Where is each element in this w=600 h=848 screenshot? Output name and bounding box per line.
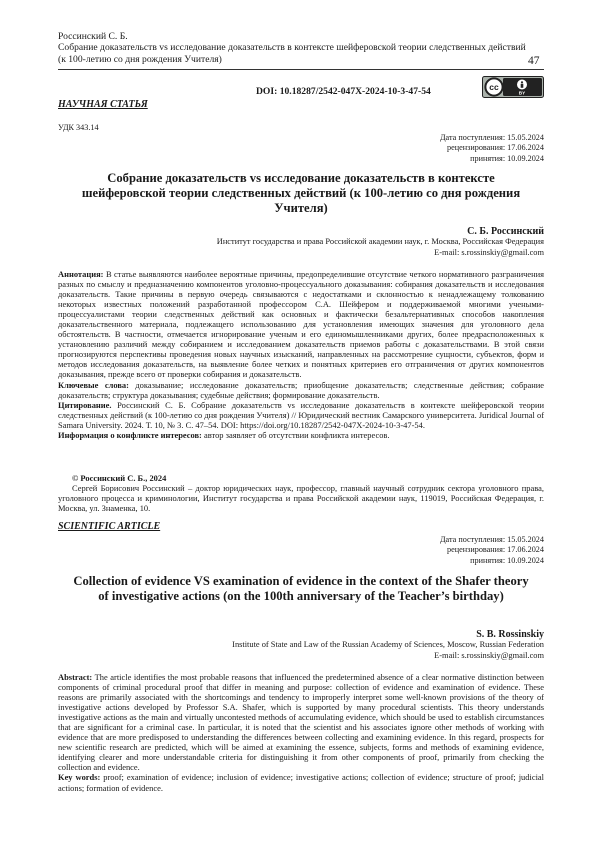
header-divider (58, 69, 544, 70)
citation-text: Россинский С. Б. Собрание доказательств vs исследование доказательств в контексте шейферовской теории следственных действий (к 100-летию со дня рождения Учителя) // Юридический вестник Самарского университета. Juridical Journal of Samara University. 2024. Т. 10, № 3. С. 47–54. DOI: https://doi.org/10.18287/2542-047X-2024-10-3-47-54. (58, 399, 544, 430)
abstract-block-en (58, 672, 544, 793)
svg-text:BY: BY (518, 90, 526, 96)
dates-ru (440, 133, 544, 164)
running-header (58, 31, 528, 65)
cc-by-icon[interactable] (482, 76, 544, 98)
author-info-ru (58, 473, 544, 513)
abstract-text-en: The article identifies the most probable reasons that influenced the predetermined absence of a clear normative distinction between components of criminal procedural proof that differ in meaning and purpose: collection of evidence and examination of evidence. These reasons are primarily associated with the shortcomings and tendency to improperly interpret some well-known provisions of the theory of investigative actions developed by Professor S.A. Shafer, which is supported by many procedural scientists. This theory understands investigative actions as the main and virtually uncontested methods of accumulating evidence, which should be used to establish circumstances that are significant for a criminal case. In particular, it is noted that the scientist and his associates ignore other methods of working with evidence that are more predisposed to understanding the differences between collecting and examining evidence. In this regard, prospects for new scientific research are predicted, which will be aimed at examining the essence, subjects, forms and methods of examining evidence, identifying clearer and more understandable criteria for distinguishing it from other components of proof, primarily from checking the collection and evidence. (58, 672, 544, 773)
date-accepted-en: принятия: 10.09.2024 (470, 555, 544, 565)
affiliation-text-en: Institute of State and Law of the Russian Academy of Sciences, Moscow, Russian Federation (232, 640, 544, 649)
author-ru: С. Б. Россинский (467, 226, 544, 237)
doi-link[interactable]: DOI: 10.18287/2542-047X-2024-10-3-47-54 (256, 86, 431, 97)
affiliation-en (232, 640, 544, 661)
abstract-label: Аннотация: (58, 269, 104, 279)
affiliation-text: Институт государства и права Российской академии наук, г. Москва, Российская Федерация (216, 237, 544, 246)
author-en: S. B. Rossinskiy (476, 629, 544, 640)
section-label-en: SCIENTIFIC ARTICLE (58, 521, 161, 532)
dates-en (440, 535, 544, 566)
abstract-label-en: Abstract: (58, 672, 93, 682)
keywords-text: доказывание; исследование доказательств; приобщение доказательств; следственные действия; собрание доказательств; структура доказывания; судебные действия; формирование доказательств. (58, 379, 544, 400)
svg-text:cc: cc (489, 82, 499, 93)
article-title-ru: Собрание доказательств vs исследование доказательств в контексте шейферовской теории следственных действий (к 100-летию со дня рождения Учителя) (81, 171, 521, 216)
author-email[interactable]: E-mail: s.rossinskiy@gmail.com (434, 247, 544, 257)
date-received: Дата поступления: 15.05.2024 (439, 133, 544, 142)
copyright: © Россинский С. Б., 2024 (72, 473, 167, 483)
citation-label: Цитирование. (58, 399, 112, 410)
date-reviewed: рецензирования: 17.06.2024 (446, 143, 544, 153)
keywords-label: Ключевые слова: (58, 379, 129, 390)
udk-code: УДК 343.14 (58, 123, 99, 132)
article-title-en: Collection of evidence VS examination of evidence in the context of the Shafer theory of investigative actions (on the 100th anniversary of the Teacher’s birthday) (73, 574, 529, 604)
date-accepted: принятия: 10.09.2024 (470, 153, 544, 163)
abstract-text: В статье выявляются наиболее вероятные причины, предопределившие отсутствие четкого нормативного разграничения разных по смыслу и предназначению компонентов уголовно-процессуального доказывания: собирания доказательств и исследования доказательств. Такие причины в первую очередь связываются с недостатками и склонностью к ненадлежащему толкованию некоторых известных положений разработанной профессором С.А. Шейфером и поддерживаемой многими учеными-процессуалистами теории следственных действий как основных и фактически безальтернативных способов накопления доказательственного материала, подлежащего использованию для установления имеющих значения для уголовного дела обстоятельств. В частности, отмечается игнорирование ученым и его единомышленниками других, более предрасположенных к установлению различий между собиранием и исследованием доказательств приемов работы с доказательствами. В этой связи прогнозируются перспективы проведения новых научных изысканий, направленных на рассмотрение сущности, субъектов, форм и методов исследования доказательств, на выявление более четких и понятных критериев его отграничения от других компонентов доказывания, прежде всего от проверки собирания и доказательств. (58, 269, 544, 380)
author-bio: Сергей Борисович Россинский – доктор юридических наук, профессор, главный научный сотрудник сектора уголовного права, уголовного процесса и криминологии, Институт государства и права Российской академии наук, 119019, Российская Федерация, г. Москва, ул. Знаменка, 10. (58, 483, 544, 514)
abstract-block-ru (58, 269, 544, 440)
conflict-label: Информация о конфликте интересов: (58, 429, 202, 440)
date-reviewed-en: рецензирования: 17.06.2024 (446, 545, 544, 555)
date-received-en: Дата поступления: 15.05.2024 (439, 535, 544, 544)
author-email-en[interactable]: E-mail: s.rossinskiy@gmail.com (434, 650, 544, 660)
section-label-ru: НАУЧНАЯ СТАТЬЯ (58, 99, 148, 110)
keywords-label-en: Key words: (58, 772, 101, 783)
header-author: Россинский С. Б. (58, 31, 128, 42)
affiliation-ru (217, 237, 544, 258)
conflict-text: автор заявляет об отсутствии конфликта интересов. (201, 429, 390, 440)
page-number: 47 (528, 55, 540, 67)
header-title: Собрание доказательств vs исследование доказательств в контексте шейферовской теории следственных действий (к 100-летию со дня рождения Учителя) (58, 42, 526, 65)
keywords-text-en: proof; examination of evidence; inclusion of evidence; investigative actions; collection of evidence; structure of proof; judicial actions; formation of evidence. (58, 772, 544, 793)
